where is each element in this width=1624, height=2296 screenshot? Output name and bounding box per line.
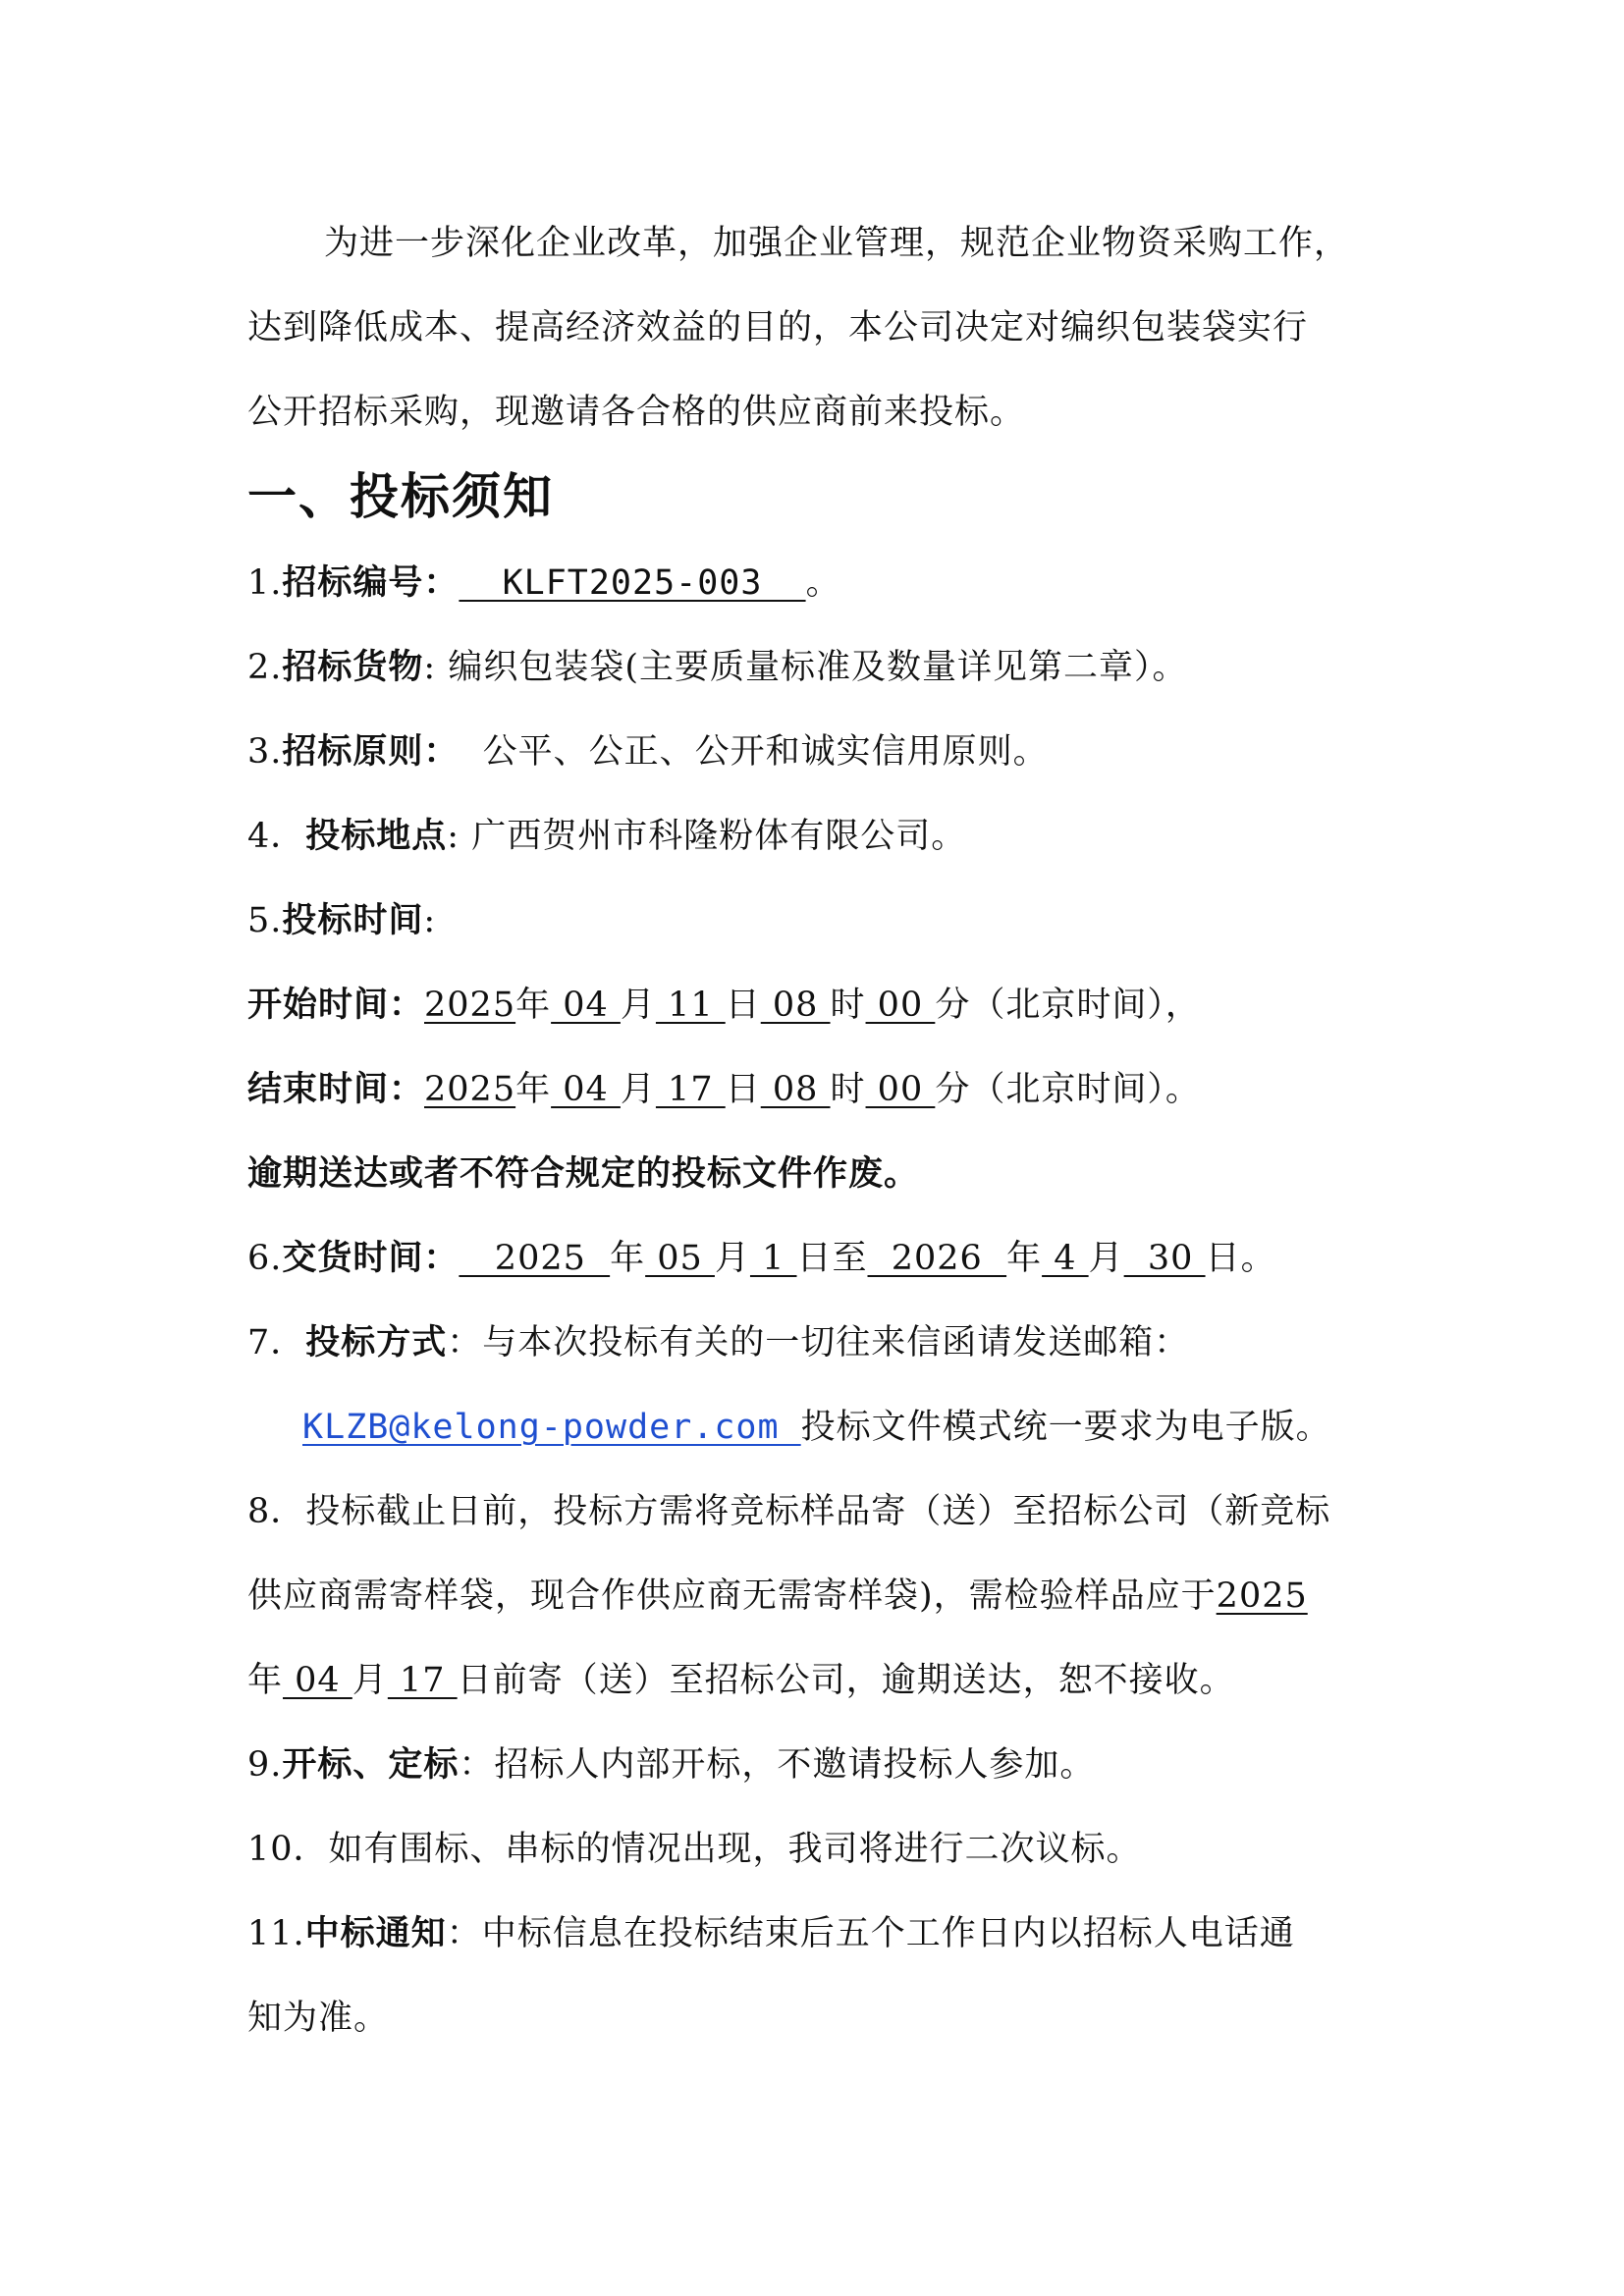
sample-deadline-day: 17 [387, 1661, 458, 1700]
item-11-line-2: 知为准。 [247, 1999, 390, 2038]
start-year-unit: 年 [515, 986, 552, 1025]
item-9-opening [247, 1743, 1095, 1787]
start-year: 2025 [424, 986, 516, 1025]
item-3-text: 公平、公正、公开和诚实信用原则。 [459, 732, 1049, 772]
end-minute: 00 [865, 1070, 936, 1109]
end-day-unit: 日 [725, 1070, 761, 1109]
sample-year-unit: 年 [247, 1661, 284, 1700]
end-hour-unit: 时 [830, 1070, 866, 1109]
email-line [302, 1406, 1331, 1449]
start-time [247, 984, 1201, 1027]
section-title: 一、投标须知 [247, 467, 554, 525]
end-year-unit: 年 [515, 1070, 552, 1109]
delivery-end-year: 2026 [867, 1239, 1007, 1278]
start-month: 04 [551, 986, 621, 1025]
item-6-label: 交货时间： [282, 1238, 460, 1278]
end-time-label: 结束时间： [247, 1069, 425, 1109]
sample-deadline-month: 04 [283, 1661, 352, 1700]
intro-line-2: 达到降低成本、提高经济效益的目的，本公司决定对编织包装袋实行 [247, 308, 1309, 347]
item-5-num: 5. [247, 901, 283, 940]
item-1-tail: 。 [805, 563, 841, 603]
item-2-label: 招标货物 [282, 647, 424, 687]
late-notice: 逾期送达或者不符合规定的投标文件作废。 [247, 1153, 920, 1194]
item-7-label: 投标方式 [305, 1322, 448, 1362]
start-month-unit: 月 [620, 986, 656, 1025]
item-5-label: 投标时间 [282, 900, 424, 940]
item-5-text: : [423, 901, 437, 940]
item-8-line-2-text: 供应商需寄样袋，现合作供应商无需寄样袋)，需检验样品应于 [247, 1576, 1217, 1616]
delivery-year-unit-1: 年 [610, 1239, 646, 1278]
item-7-method [247, 1321, 1189, 1364]
item-8-line-1: 8．投标截止日前，投标方需将竞标样品寄（送）至招标公司（新竞标 [247, 1492, 1331, 1531]
end-minute-unit: 分（北京时间）。 [935, 1070, 1201, 1109]
intro-line-1: 为进一步深化企业改革，加强企业管理，规范企业物资采购工作， [324, 224, 1350, 263]
delivery-month-unit-2: 月 [1088, 1239, 1124, 1278]
start-time-label: 开始时间： [247, 985, 425, 1025]
start-hour-unit: 时 [830, 986, 866, 1025]
intro-line-3: 公开招标采购，现邀请各合格的供应商前来投标。 [247, 393, 1026, 432]
item-6-delivery [247, 1237, 1276, 1280]
item-9-text: ：招标人内部开标，不邀请投标人参加。 [459, 1745, 1096, 1785]
item-11-label: 中标通知 [304, 1913, 447, 1953]
item-9-label: 开标、定标 [282, 1744, 460, 1785]
delivery-day-unit-2: 日。 [1205, 1239, 1276, 1278]
item-5-time [247, 899, 436, 942]
item-4-text: : 广西贺州市科隆粉体有限公司。 [447, 817, 967, 856]
delivery-end-day: 30 [1123, 1239, 1206, 1278]
item-8-line-3-text: 日前寄（送）至招标公司，逾期送达，恕不接收。 [457, 1661, 1235, 1700]
email-line-text: 投标文件模式统一要求为电子版。 [800, 1408, 1331, 1447]
end-year: 2025 [424, 1070, 516, 1109]
delivery-start-month: 05 [645, 1239, 715, 1278]
end-month: 04 [551, 1070, 621, 1109]
start-day-unit: 日 [725, 986, 761, 1025]
item-6-num: 6. [247, 1239, 283, 1278]
item-3-num: 3. [247, 732, 283, 772]
delivery-end-month: 4 [1042, 1239, 1089, 1278]
item-7-text: ：与本次投标有关的一切往来信函请发送邮箱： [447, 1323, 1190, 1362]
item-2-num: 2. [247, 648, 283, 687]
delivery-start-year: 2025 [459, 1239, 611, 1278]
end-day: 17 [655, 1070, 726, 1109]
delivery-start-day: 1 [749, 1239, 797, 1278]
end-time [247, 1068, 1201, 1111]
end-hour: 08 [760, 1070, 831, 1109]
email-link[interactable]: KLZB@kelong-powder.com [302, 1408, 801, 1447]
sample-month-unit: 月 [352, 1661, 388, 1700]
end-month-unit: 月 [620, 1070, 656, 1109]
item-11-num: 11. [247, 1914, 305, 1953]
start-day: 11 [655, 986, 726, 1025]
item-1-label: 招标编号： [282, 562, 460, 603]
delivery-month-unit-1: 月 [714, 1239, 750, 1278]
item-3-label: 招标原则： [282, 731, 460, 772]
sample-deadline-year: 2025 [1216, 1576, 1308, 1616]
delivery-day-unit-1: 日至 [796, 1239, 868, 1278]
item-11-text: ：中标信息在投标结束后五个工作日内以招标人电话通 [446, 1914, 1295, 1953]
bid-number-value: KLFT2025-003 [459, 563, 806, 603]
item-7-num: 7． [247, 1323, 306, 1362]
item-8-line-3 [247, 1659, 1235, 1702]
item-8-line-2 [247, 1575, 1308, 1618]
item-2-text: : 编织包装袋(主要质量标准及数量详见第二章）。 [423, 648, 1188, 687]
item-1-bid-number [247, 561, 841, 605]
item-10-collusion: 10．如有围标、串标的情况出现，我司将进行二次议标。 [247, 1830, 1142, 1869]
start-hour: 08 [760, 986, 831, 1025]
item-9-num: 9. [247, 1745, 283, 1785]
item-11-notice [247, 1912, 1295, 1955]
item-4-label: 投标地点 [305, 816, 448, 856]
item-2-goods [247, 646, 1188, 689]
item-1-num: 1. [247, 563, 283, 603]
item-4-location [247, 815, 966, 858]
item-4-num: 4． [247, 817, 306, 856]
delivery-year-unit-2: 年 [1006, 1239, 1043, 1278]
start-minute-unit: 分（北京时间）， [935, 986, 1201, 1025]
item-3-principle [247, 730, 1049, 774]
start-minute: 00 [865, 986, 936, 1025]
